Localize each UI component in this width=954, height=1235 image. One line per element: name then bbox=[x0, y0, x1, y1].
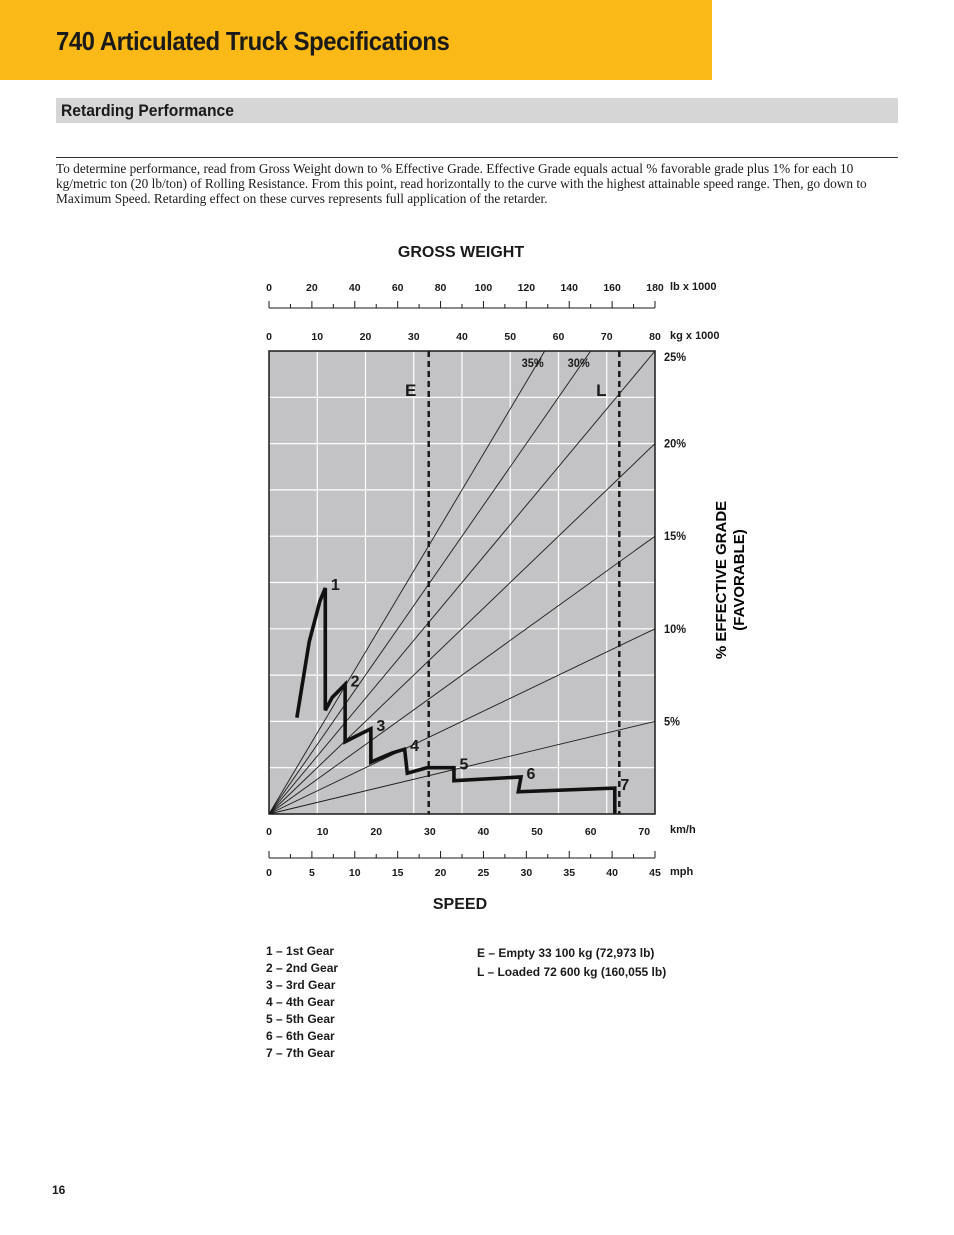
mph-axis-tick-label: 10 bbox=[348, 867, 361, 879]
kg-axis-unit: kg x 1000 bbox=[670, 330, 720, 342]
grade-axis-tick-label: 25% bbox=[664, 351, 687, 365]
gear-label-1: 1 bbox=[330, 577, 340, 595]
grade-line-label: 30% bbox=[567, 357, 590, 371]
kg-axis-tick-label: 80 bbox=[649, 331, 661, 343]
kmh-axis-tick-label: 60 bbox=[584, 826, 597, 838]
grade-axis-tick-label: 15% bbox=[664, 530, 687, 544]
mph-axis-tick-label: 20 bbox=[434, 867, 447, 879]
gear-legend bbox=[266, 943, 338, 1062]
lb-axis-tick-label: 40 bbox=[348, 282, 361, 294]
x-axis-title: SPEED bbox=[432, 896, 488, 913]
chart-title: GROSS WEIGHT bbox=[397, 244, 525, 261]
kg-axis-tick-label: 70 bbox=[600, 331, 613, 343]
y-axis-title-line-2: (FAVORABLE) bbox=[731, 529, 748, 631]
lb-axis-tick-label: 180 bbox=[646, 282, 664, 294]
legend-gear-2: 2 – 2nd Gear bbox=[266, 961, 339, 975]
legend-gear-3: 3 – 3rd Gear bbox=[266, 978, 336, 992]
kg-axis-tick-label: 0 bbox=[266, 331, 272, 343]
grade-line-label: 35% bbox=[521, 357, 544, 371]
legend-loaded-weight: L – Loaded 72 600 kg (160,055 lb) bbox=[477, 965, 667, 979]
gear-label-6: 6 bbox=[526, 765, 536, 783]
section-title: Retarding Performance bbox=[61, 101, 234, 120]
gear-label-2: 2 bbox=[350, 673, 360, 691]
mph-axis-tick-label: 35 bbox=[563, 867, 576, 879]
page-title: 740 Articulated Truck Specifications bbox=[56, 26, 450, 56]
mph-axis-tick-label: 30 bbox=[520, 867, 533, 879]
kg-axis-tick-label: 60 bbox=[552, 331, 565, 343]
mph-axis-tick-label: 5 bbox=[308, 867, 315, 879]
legend-gear-6: 6 – 6th Gear bbox=[266, 1029, 335, 1043]
lb-axis-tick-label: 140 bbox=[560, 282, 578, 294]
kg-axis-tick-label: 20 bbox=[359, 331, 372, 343]
kmh-axis-tick-label: 70 bbox=[638, 826, 651, 838]
kmh-axis-tick-label: 40 bbox=[477, 826, 490, 838]
kmh-axis-tick-label: 0 bbox=[266, 826, 272, 838]
y-axis-title-line-1: % EFFECTIVE GRADE bbox=[713, 500, 730, 660]
legend-empty-weight: E – Empty 33 100 kg (72,973 lb) bbox=[477, 946, 655, 960]
kg-axis-tick-label: 40 bbox=[456, 331, 468, 343]
kg-axis-tick-label: 10 bbox=[311, 331, 324, 343]
gear-label-4: 4 bbox=[410, 738, 420, 756]
intro-paragraph: To determine performance, read from Gross Weight down to % Effective Grade. Effective Grade equals actual % favorable grade plus 1% for each 10 kg/metric ton (20 lb/ton) of Rolling Resistance. From this point, read horizontally to the curve with the highest attainable speed range. Then, go down to Maximum Speed. Retarding effect on these curves represents full application of the retarder. bbox=[56, 161, 867, 206]
lb-axis-tick-label: 80 bbox=[434, 282, 447, 294]
lb-axis-tick-label: 160 bbox=[603, 282, 621, 294]
mph-axis-tick-label: 40 bbox=[606, 867, 618, 879]
legend-gear-7: 7 – 7th Gear bbox=[266, 1046, 335, 1060]
weight-legend bbox=[477, 944, 666, 982]
lb-axis-tick-label: 60 bbox=[391, 282, 404, 294]
grade-axis-tick-label: 5% bbox=[664, 716, 680, 729]
page-number: 16 bbox=[52, 1183, 66, 1197]
gear-label-3: 3 bbox=[376, 717, 386, 735]
legend-gear-4: 4 – 4th Gear bbox=[266, 995, 335, 1009]
y-axis-title bbox=[713, 501, 748, 659]
kg-axis-tick-label: 30 bbox=[407, 331, 420, 343]
kg-axis-tick-label: 50 bbox=[504, 331, 517, 343]
lb-axis-tick-label: 100 bbox=[474, 282, 493, 294]
kmh-axis-tick-label: 10 bbox=[316, 826, 329, 838]
gear-label-7: 7 bbox=[620, 777, 630, 795]
mph-axis-tick-label: 0 bbox=[266, 867, 272, 879]
weight-marker-label: E bbox=[405, 381, 417, 400]
kmh-axis-unit: km/h bbox=[670, 824, 696, 836]
lb-axis-tick-label: 120 bbox=[517, 282, 536, 294]
legend-gear-5: 5 – 5th Gear bbox=[266, 1012, 335, 1026]
kmh-axis-tick-label: 20 bbox=[370, 826, 383, 838]
mph-axis-unit: mph bbox=[670, 866, 694, 878]
mph-axis-tick-label: 15 bbox=[391, 867, 404, 879]
grade-axis-tick-label: 10% bbox=[664, 623, 687, 636]
lb-axis-tick-label: 20 bbox=[306, 282, 318, 294]
weight-marker-label: L bbox=[596, 381, 607, 400]
mph-axis-tick-label: 25 bbox=[477, 867, 490, 879]
grade-axis-tick-label: 20% bbox=[664, 438, 687, 451]
mph-axis-tick-label: 45 bbox=[649, 867, 661, 879]
gear-label-5: 5 bbox=[459, 756, 469, 774]
lb-axis-tick-label: 0 bbox=[266, 282, 272, 294]
legend-gear-1: 1 – 1st Gear bbox=[266, 944, 335, 958]
kmh-axis-tick-label: 30 bbox=[423, 826, 436, 838]
lb-axis-unit: lb x 1000 bbox=[670, 281, 717, 293]
kmh-axis-tick-label: 50 bbox=[531, 826, 543, 838]
